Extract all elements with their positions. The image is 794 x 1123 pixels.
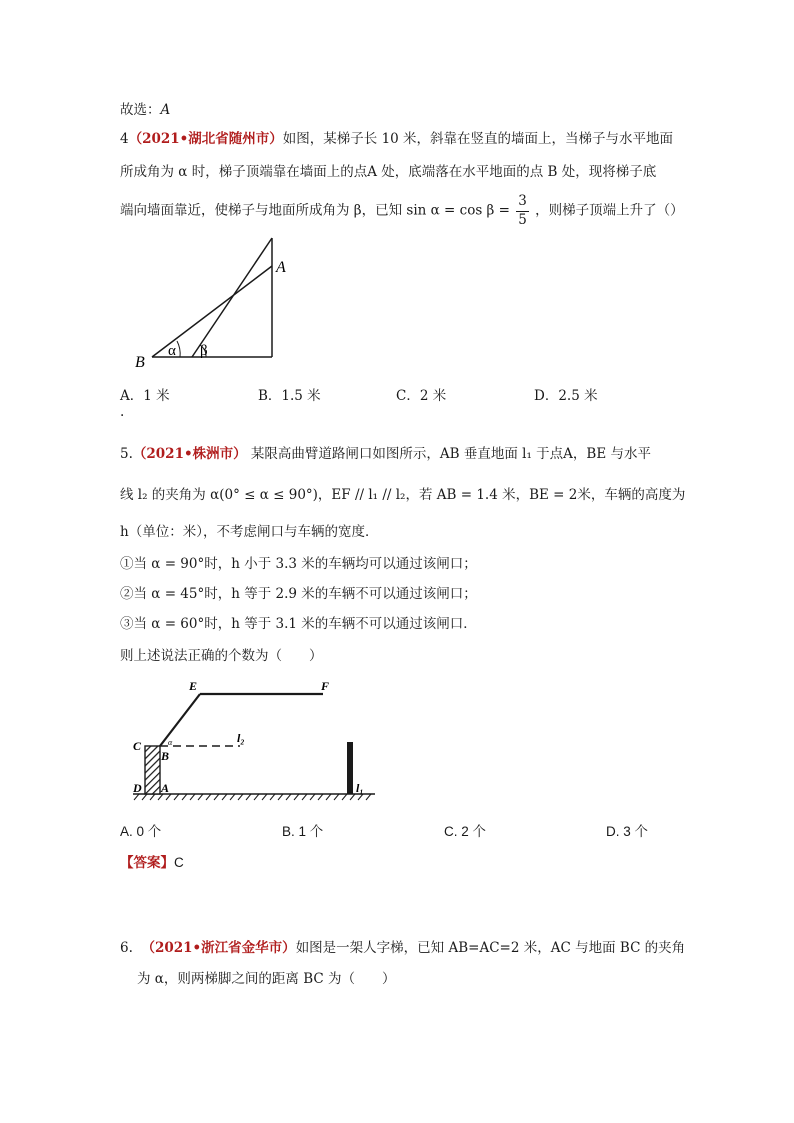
q4-option-d[interactable]: D．2.5 米 (534, 388, 598, 404)
q4-text-3b: ，则梯子顶端上升了（） (535, 202, 684, 219)
q4-ladder-beta (192, 238, 272, 357)
q5-statement-3: ③当 α = 60°时，h 等于 3.1 米的车辆不可以通过该闸口． (120, 616, 477, 632)
q4-line3 (120, 195, 684, 227)
q5-option-c[interactable]: C. 2 个 (444, 824, 487, 839)
q4-label-A: A (276, 259, 286, 276)
q5-label-B: B (161, 749, 170, 763)
q5-label-D: D (133, 781, 142, 795)
q5-source: （2021•株洲市） (132, 446, 247, 462)
q4-text-1: 如图，某梯子长 10 米，斜靠在竖直的墙面上，当梯子与水平地面 (282, 131, 674, 147)
q5-answer-value: C (174, 855, 184, 870)
q4-number: 4 (120, 131, 129, 147)
prev-answer-line (120, 98, 170, 118)
q6-number: 6. (120, 940, 133, 956)
q5-label-alpha: α (168, 738, 173, 747)
q6-source: （2021•浙江省金华市） (141, 940, 296, 956)
q4-option-a[interactable]: A．1 米 (120, 388, 170, 404)
q5-answer (120, 851, 184, 871)
q5-text-3: h（单位：米），不考虑闸口与车辆的宽度． (120, 524, 379, 540)
q5-question: 则上述说法正确的个数为（ ） (120, 648, 323, 664)
q4-text-2: 所成角为 α 时，梯子顶端靠在墙面上的点A 处，底端落在水平地面的点 B 处，现将梯子底 (120, 164, 657, 180)
q4-fraction (516, 195, 529, 227)
q5-ground-hatch (134, 794, 371, 800)
q4-source: （2021•湖北省随州市） (128, 131, 283, 147)
q5-statement-1: ①当 α = 90°时，h 小于 3.3 米的车辆均可以通过该闸口； (120, 556, 477, 572)
q5-label-A: A (161, 781, 170, 795)
q4-label-beta: β (200, 343, 208, 359)
q5-arm-BE (160, 694, 200, 746)
q5-l1-bar (347, 742, 353, 794)
q4-alpha-arc (177, 341, 180, 357)
q5-label-E: E (189, 679, 198, 693)
q4-label-alpha: α (168, 343, 176, 359)
q4-line1 (120, 127, 673, 147)
q6-line1 (120, 936, 685, 956)
prev-answer-choice: A (160, 102, 171, 118)
q4-trailing-dot: . (120, 404, 125, 420)
q4-option-b[interactable]: B．1.5 米 (258, 388, 321, 404)
q6-text-2: 为 α，则两梯脚之间的距离 BC 为（ ） (137, 971, 396, 987)
q5-option-a[interactable]: A. 0 个 (120, 824, 162, 839)
q5-text-2: 线 l₂ 的夹角为 α(0° ≤ α ≤ 90°)，EF // l₁ // l₂，若 AB = 1.4 米，BE = 2米，车辆的高度为 (120, 487, 686, 503)
q5-number: 5. (120, 446, 133, 462)
q4-text-3a: 端向墙面靠近，使梯子与地面所成角为 β，已知 sin α = cos β = (120, 202, 510, 219)
q5-label-C: C (133, 739, 142, 753)
q5-option-d[interactable]: D. 3 个 (606, 824, 649, 839)
q4-option-c[interactable]: C．2 米 (396, 388, 447, 404)
q5-statement-2: ②当 α = 45°时，h 等于 2.9 米的车辆不可以通过该闸口； (120, 586, 477, 602)
prev-answer-text: 故选： (120, 102, 161, 118)
q5-label-l2: l₂ (237, 731, 245, 745)
q4-frac-den: 5 (518, 211, 527, 228)
q5-answer-label: 【答案】 (120, 855, 174, 871)
q4-label-B: B (135, 354, 145, 370)
q4-ladder-figure (120, 230, 290, 370)
q5-label-F: F (321, 679, 330, 693)
q5-line1 (120, 442, 651, 462)
q5-option-b[interactable]: B. 1 个 (282, 824, 324, 839)
q5-label-l1: l₁ (356, 781, 364, 795)
q4-frac-num: 3 (516, 195, 529, 212)
q5-gate-post (145, 746, 160, 794)
q5-text-1: 某限高曲臂道路闸口如图所示，AB 垂直地面 l₁ 于点A，BE 与水平 (250, 446, 651, 462)
q5-gate-figure (125, 672, 385, 807)
q6-text-1: 如图是一架人字梯，已知 AB=AC=2 米，AC 与地面 BC 的夹角 (295, 940, 686, 956)
